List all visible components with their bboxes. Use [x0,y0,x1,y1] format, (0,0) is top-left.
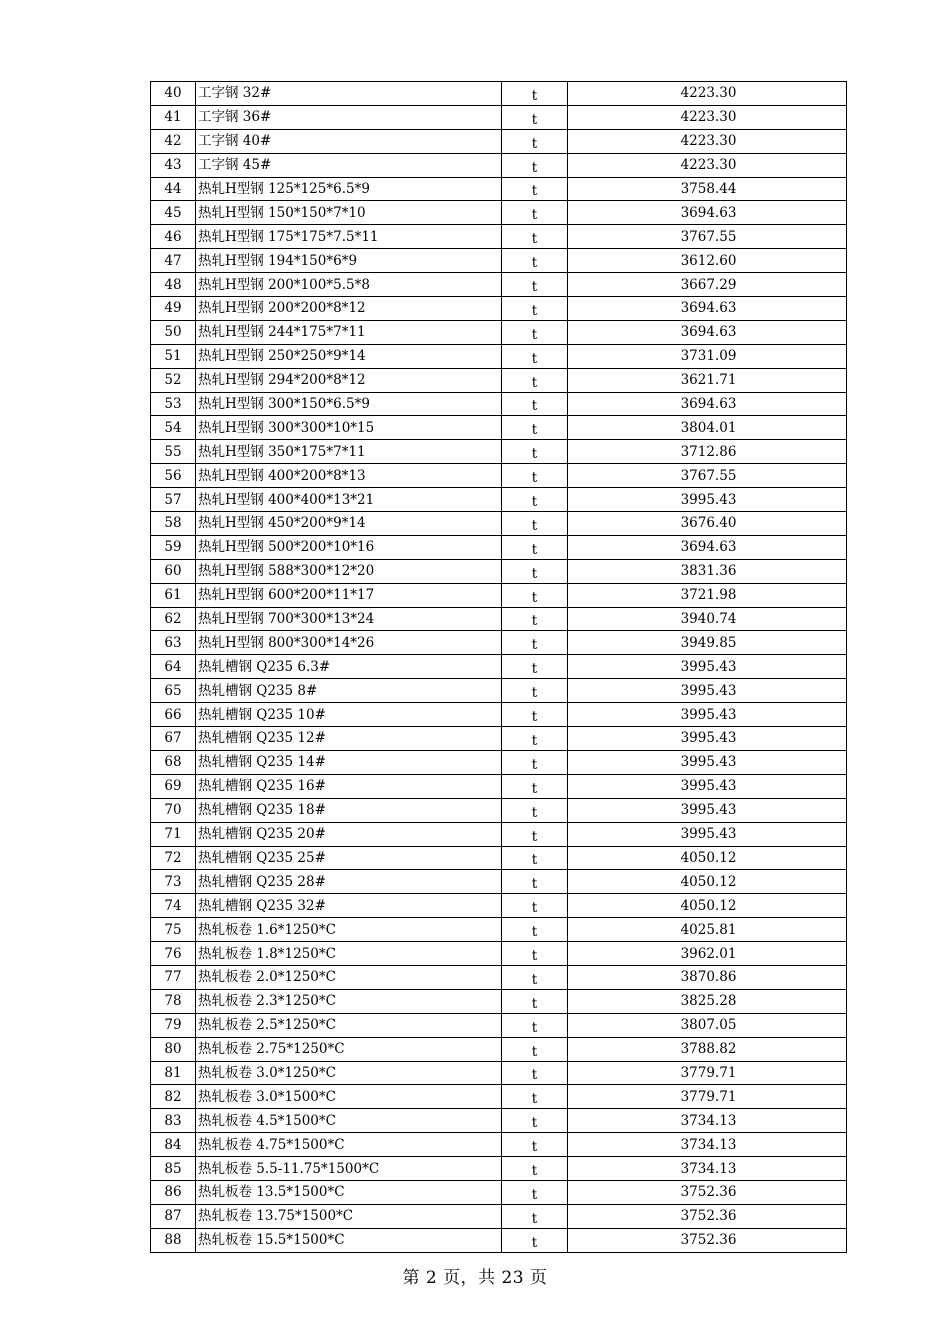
item-name: 热轧板卷 1.8*1250*C [196,942,502,966]
price-cell: 4050.12 [568,870,847,894]
table-row [151,846,847,870]
table-row [151,440,847,464]
table-row [151,1085,847,1109]
unit-cell: t [502,918,568,942]
item-name: 热轧板卷 3.0*1500*C [196,1085,502,1109]
item-name: 热轧板卷 15.5*1500*C [196,1228,502,1252]
table-row [151,1180,847,1204]
row-number: 50 [151,320,196,344]
item-name: 热轧板卷 4.5*1500*C [196,1109,502,1133]
item-name: 热轧板卷 1.6*1250*C [196,918,502,942]
table-row [151,798,847,822]
table-row [151,1157,847,1181]
item-name: 热轧H型钢 250*250*9*14 [196,344,502,368]
table-row [151,1133,847,1157]
price-cell: 4223.30 [568,153,847,177]
price-cell: 3995.43 [568,798,847,822]
unit-cell: t [502,750,568,774]
item-name: 热轧H型钢 125*125*6.5*9 [196,177,502,201]
row-number: 47 [151,249,196,273]
item-name: 热轧H型钢 244*175*7*11 [196,320,502,344]
price-cell: 3995.43 [568,655,847,679]
table-row [151,368,847,392]
row-number: 43 [151,153,196,177]
row-number: 76 [151,942,196,966]
unit-cell: t [502,774,568,798]
table-row [151,679,847,703]
row-number: 44 [151,177,196,201]
table-row [151,153,847,177]
row-number: 55 [151,440,196,464]
item-name: 热轧槽钢 Q235 16# [196,774,502,798]
unit-cell: t [502,703,568,727]
row-number: 78 [151,989,196,1013]
row-number: 59 [151,535,196,559]
table-row [151,870,847,894]
row-number: 61 [151,583,196,607]
unit-cell: t [502,535,568,559]
row-number: 53 [151,392,196,416]
row-number: 64 [151,655,196,679]
table-row [151,822,847,846]
price-cell: 3995.43 [568,774,847,798]
table-row [151,965,847,989]
price-cell: 3995.43 [568,703,847,727]
unit-cell: t [502,727,568,751]
row-number: 74 [151,894,196,918]
item-name: 热轧槽钢 Q235 28# [196,870,502,894]
table-row [151,177,847,201]
table-row [151,535,847,559]
row-number: 41 [151,105,196,129]
row-number: 75 [151,918,196,942]
table-row [151,129,847,153]
unit-cell: t [502,1109,568,1133]
table-row [151,1013,847,1037]
price-cell: 3694.63 [568,392,847,416]
unit-cell: t [502,1085,568,1109]
row-number: 60 [151,559,196,583]
table-row [151,320,847,344]
price-cell: 3767.55 [568,464,847,488]
unit-cell: t [502,368,568,392]
unit-cell: t [502,559,568,583]
unit-cell: t [502,1013,568,1037]
row-number: 68 [151,750,196,774]
table-row [151,655,847,679]
table-row [151,464,847,488]
row-number: 67 [151,727,196,751]
unit-cell: t [502,1180,568,1204]
row-number: 46 [151,225,196,249]
item-name: 热轧板卷 3.0*1250*C [196,1061,502,1085]
item-name: 热轧板卷 5.5-11.75*1500*C [196,1157,502,1181]
item-name: 热轧H型钢 194*150*6*9 [196,249,502,273]
price-cell: 3676.40 [568,512,847,536]
table-row [151,344,847,368]
item-name: 热轧板卷 2.3*1250*C [196,989,502,1013]
item-name: 热轧H型钢 200*200*8*12 [196,297,502,321]
table-row [151,750,847,774]
table-row [151,1061,847,1085]
price-cell: 3758.44 [568,177,847,201]
unit-cell: t [502,679,568,703]
price-cell: 3788.82 [568,1037,847,1061]
row-number: 80 [151,1037,196,1061]
item-name: 热轧槽钢 Q235 6.3# [196,655,502,679]
table-row [151,1109,847,1133]
row-number: 42 [151,129,196,153]
item-name: 热轧H型钢 500*200*10*16 [196,535,502,559]
price-cell: 3694.63 [568,320,847,344]
price-cell: 4223.30 [568,105,847,129]
table-row [151,607,847,631]
price-table [150,81,847,1253]
item-name: 工字钢 45# [196,153,502,177]
item-name: 热轧H型钢 400*400*13*21 [196,488,502,512]
price-cell: 3995.43 [568,488,847,512]
table-row [151,105,847,129]
price-cell: 3734.13 [568,1109,847,1133]
unit-cell: t [502,464,568,488]
row-number: 83 [151,1109,196,1133]
row-number: 84 [151,1133,196,1157]
item-name: 热轧H型钢 175*175*7.5*11 [196,225,502,249]
table-row [151,82,847,106]
item-name: 热轧板卷 2.5*1250*C [196,1013,502,1037]
price-cell: 3962.01 [568,942,847,966]
price-cell: 3779.71 [568,1085,847,1109]
price-table-body [151,82,847,1253]
unit-cell: t [502,1228,568,1252]
item-name: 热轧槽钢 Q235 20# [196,822,502,846]
price-cell: 3731.09 [568,344,847,368]
item-name: 工字钢 32# [196,82,502,106]
item-name: 热轧槽钢 Q235 10# [196,703,502,727]
price-cell: 3949.85 [568,631,847,655]
row-number: 49 [151,297,196,321]
price-cell: 3767.55 [568,225,847,249]
item-name: 热轧H型钢 800*300*14*26 [196,631,502,655]
item-name: 热轧槽钢 Q235 18# [196,798,502,822]
row-number: 58 [151,512,196,536]
price-cell: 3779.71 [568,1061,847,1085]
unit-cell: t [502,416,568,440]
unit-cell: t [502,344,568,368]
item-name: 热轧H型钢 294*200*8*12 [196,368,502,392]
item-name: 热轧槽钢 Q235 32# [196,894,502,918]
table-row [151,297,847,321]
row-number: 40 [151,82,196,106]
item-name: 工字钢 36# [196,105,502,129]
unit-cell: t [502,822,568,846]
unit-cell: t [502,105,568,129]
row-number: 73 [151,870,196,894]
price-cell: 3694.63 [568,535,847,559]
item-name: 热轧H型钢 300*300*10*15 [196,416,502,440]
table-row [151,894,847,918]
table-row [151,512,847,536]
unit-cell: t [502,798,568,822]
row-number: 81 [151,1061,196,1085]
unit-cell: t [502,297,568,321]
unit-cell: t [502,965,568,989]
item-name: 热轧板卷 4.75*1500*C [196,1133,502,1157]
table-row [151,774,847,798]
item-name: 热轧H型钢 588*300*12*20 [196,559,502,583]
price-cell: 3807.05 [568,1013,847,1037]
price-cell: 3752.36 [568,1180,847,1204]
row-number: 69 [151,774,196,798]
price-cell: 3995.43 [568,727,847,751]
unit-cell: t [502,846,568,870]
item-name: 热轧板卷 13.75*1500*C [196,1204,502,1228]
unit-cell: t [502,512,568,536]
unit-cell: t [502,201,568,225]
unit-cell: t [502,607,568,631]
row-number: 82 [151,1085,196,1109]
row-number: 79 [151,1013,196,1037]
price-cell: 4050.12 [568,846,847,870]
item-name: 热轧H型钢 400*200*8*13 [196,464,502,488]
row-number: 48 [151,273,196,297]
price-cell: 3870.86 [568,965,847,989]
row-number: 52 [151,368,196,392]
item-name: 热轧槽钢 Q235 8# [196,679,502,703]
item-name: 热轧H型钢 150*150*7*10 [196,201,502,225]
table-row [151,559,847,583]
price-cell: 3734.13 [568,1157,847,1181]
price-cell: 4223.30 [568,129,847,153]
price-cell: 3752.36 [568,1204,847,1228]
unit-cell: t [502,1061,568,1085]
unit-cell: t [502,631,568,655]
price-cell: 3995.43 [568,750,847,774]
row-number: 51 [151,344,196,368]
row-number: 70 [151,798,196,822]
price-cell: 3694.63 [568,297,847,321]
row-number: 62 [151,607,196,631]
price-cell: 4025.81 [568,918,847,942]
row-number: 88 [151,1228,196,1252]
table-row [151,392,847,416]
table-row [151,416,847,440]
unit-cell: t [502,583,568,607]
price-cell: 3734.13 [568,1133,847,1157]
row-number: 66 [151,703,196,727]
row-number: 65 [151,679,196,703]
page-footer: 第 2 页，共 23 页 [402,1268,548,1288]
table-row [151,942,847,966]
price-cell: 3940.74 [568,607,847,631]
price-cell: 3825.28 [568,989,847,1013]
price-cell: 3667.29 [568,273,847,297]
row-number: 56 [151,464,196,488]
price-cell: 3831.36 [568,559,847,583]
unit-cell: t [502,488,568,512]
price-cell: 3995.43 [568,822,847,846]
price-cell: 3694.63 [568,201,847,225]
unit-cell: t [502,1037,568,1061]
item-name: 热轧H型钢 300*150*6.5*9 [196,392,502,416]
unit-cell: t [502,129,568,153]
table-row [151,727,847,751]
item-name: 热轧槽钢 Q235 14# [196,750,502,774]
item-name: 热轧H型钢 700*300*13*24 [196,607,502,631]
table-row [151,1037,847,1061]
table-row [151,249,847,273]
item-name: 热轧板卷 13.5*1500*C [196,1180,502,1204]
item-name: 热轧槽钢 Q235 12# [196,727,502,751]
row-number: 77 [151,965,196,989]
item-name: 热轧H型钢 450*200*9*14 [196,512,502,536]
item-name: 热轧板卷 2.0*1250*C [196,965,502,989]
table-row [151,583,847,607]
unit-cell: t [502,177,568,201]
unit-cell: t [502,320,568,344]
price-cell: 3721.98 [568,583,847,607]
item-name: 热轧H型钢 200*100*5.5*8 [196,273,502,297]
table-row [151,273,847,297]
row-number: 87 [151,1204,196,1228]
item-name: 热轧H型钢 350*175*7*11 [196,440,502,464]
price-cell: 4223.30 [568,82,847,106]
row-number: 85 [151,1157,196,1181]
price-cell: 3612.60 [568,249,847,273]
price-cell: 3621.71 [568,368,847,392]
unit-cell: t [502,1133,568,1157]
table-row [151,703,847,727]
unit-cell: t [502,249,568,273]
unit-cell: t [502,273,568,297]
price-cell: 4050.12 [568,894,847,918]
unit-cell: t [502,1157,568,1181]
unit-cell: t [502,1204,568,1228]
row-number: 63 [151,631,196,655]
unit-cell: t [502,989,568,1013]
table-row [151,989,847,1013]
item-name: 热轧H型钢 600*200*11*17 [196,583,502,607]
row-number: 54 [151,416,196,440]
price-cell: 3712.86 [568,440,847,464]
unit-cell: t [502,655,568,679]
price-cell: 3804.01 [568,416,847,440]
row-number: 72 [151,846,196,870]
item-name: 工字钢 40# [196,129,502,153]
table-row [151,225,847,249]
row-number: 45 [151,201,196,225]
table-row [151,201,847,225]
price-cell: 3752.36 [568,1228,847,1252]
table-row [151,1204,847,1228]
row-number: 71 [151,822,196,846]
item-name: 热轧槽钢 Q235 25# [196,846,502,870]
unit-cell: t [502,440,568,464]
row-number: 86 [151,1180,196,1204]
price-cell: 3995.43 [568,679,847,703]
table-row [151,918,847,942]
item-name: 热轧板卷 2.75*1250*C [196,1037,502,1061]
unit-cell: t [502,153,568,177]
unit-cell: t [502,392,568,416]
table-row [151,488,847,512]
table-row [151,631,847,655]
table-row [151,1228,847,1252]
row-number: 57 [151,488,196,512]
unit-cell: t [502,894,568,918]
unit-cell: t [502,225,568,249]
unit-cell: t [502,870,568,894]
unit-cell: t [502,942,568,966]
unit-cell: t [502,82,568,106]
